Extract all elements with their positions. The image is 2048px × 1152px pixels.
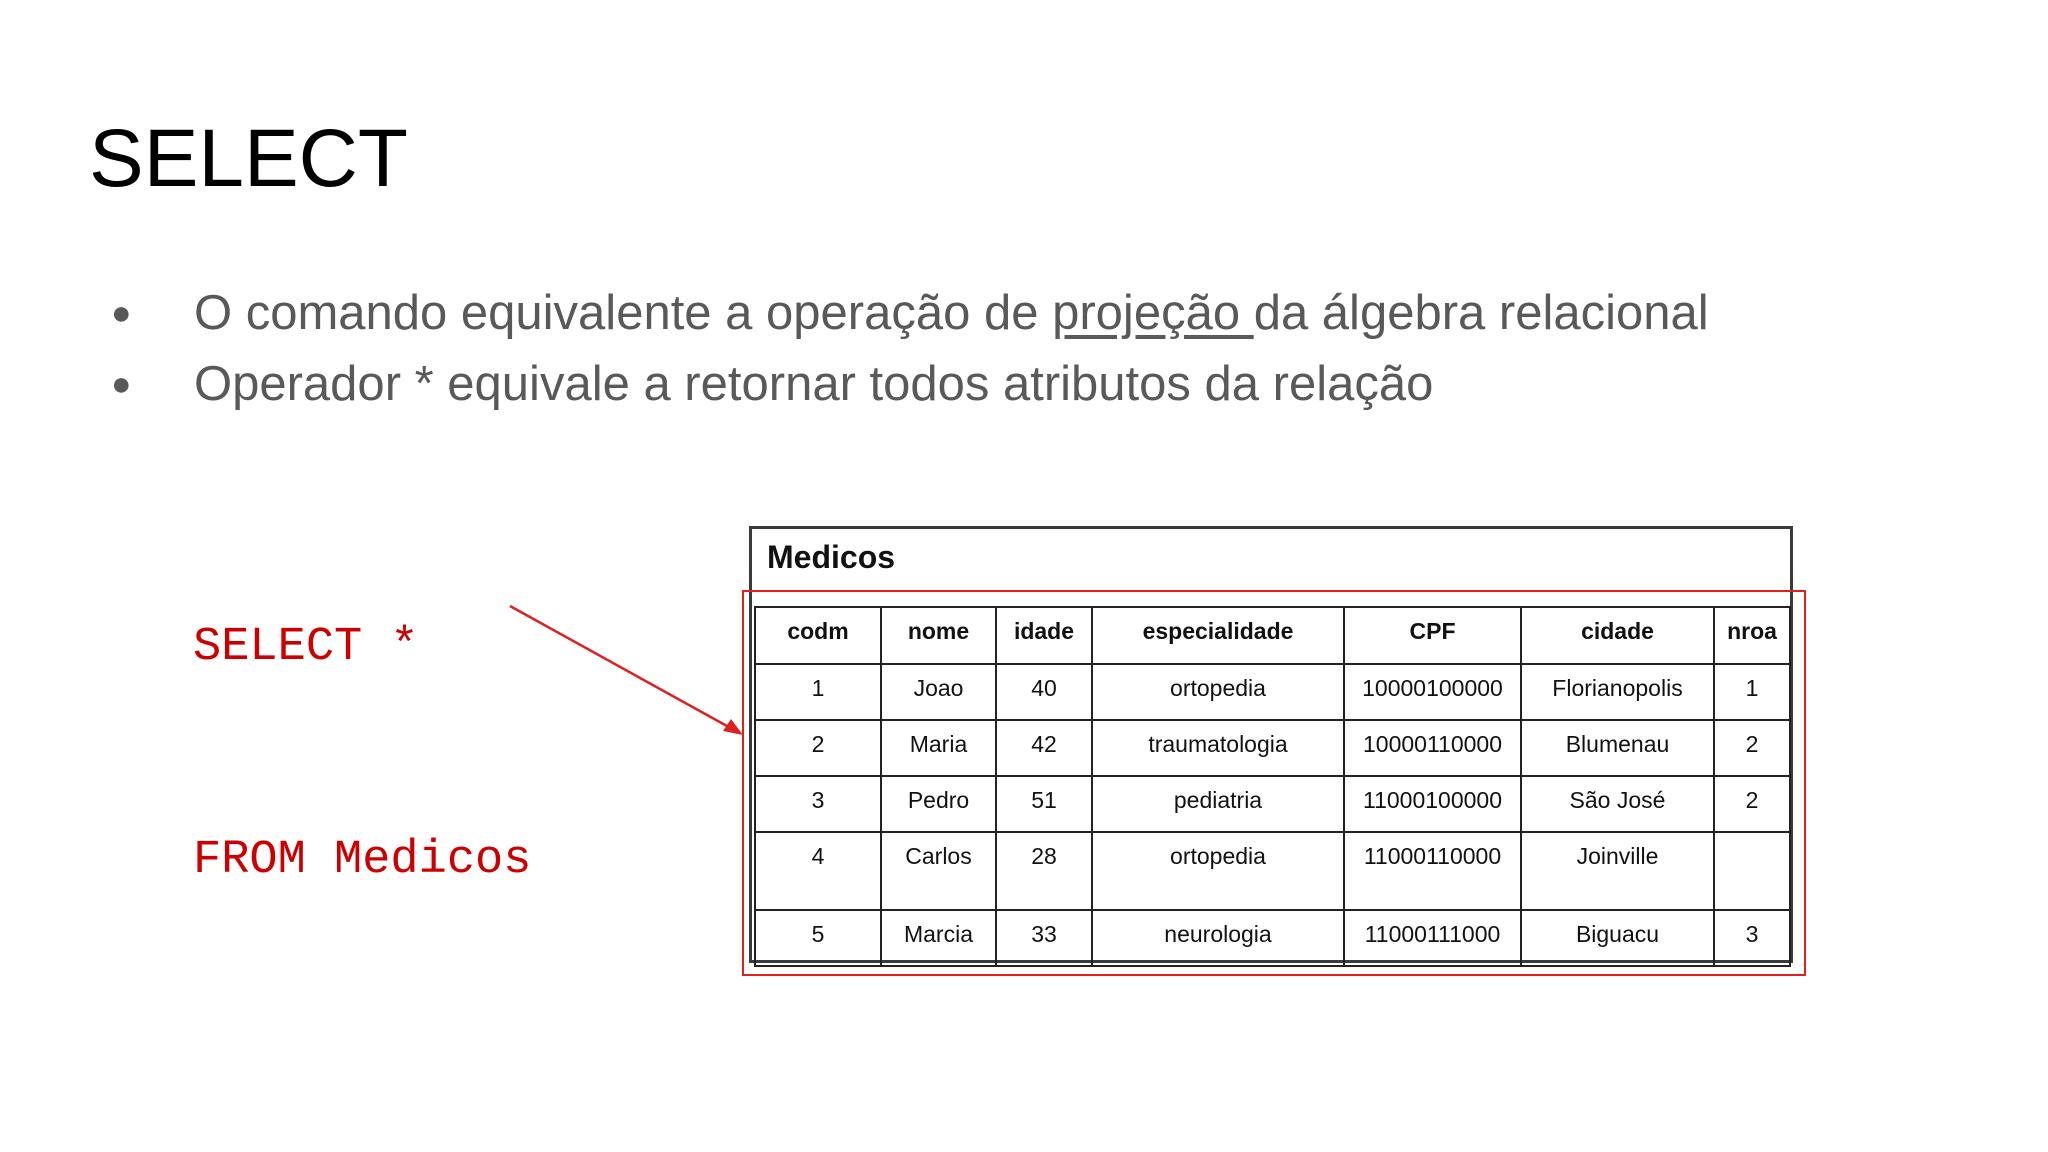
bullet-list bbox=[108, 278, 1709, 420]
table-cell: 2 bbox=[755, 720, 881, 776]
column-header-cpf: CPF bbox=[1344, 607, 1521, 664]
table-cell: 51 bbox=[996, 776, 1092, 832]
table-cell: 2 bbox=[1714, 776, 1790, 832]
table-cell: São José bbox=[1521, 776, 1714, 832]
table-row bbox=[755, 832, 1790, 910]
table-row bbox=[755, 720, 1790, 776]
table-cell: 10000110000 bbox=[1344, 720, 1521, 776]
table-cell: Florianopolis bbox=[1521, 664, 1714, 720]
table-cell: 2 bbox=[1714, 720, 1790, 776]
table-cell: Carlos bbox=[881, 832, 996, 910]
table-cell: ortopedia bbox=[1092, 664, 1344, 720]
sql-code-block bbox=[193, 470, 531, 1038]
table-row bbox=[755, 776, 1790, 832]
table-cell: Joinville bbox=[1521, 832, 1714, 910]
column-header-cidade: cidade bbox=[1521, 607, 1714, 664]
medicos-table bbox=[754, 606, 1791, 967]
table-cell: traumatologia bbox=[1092, 720, 1344, 776]
sql-line-select: SELECT * bbox=[193, 621, 419, 674]
table-row bbox=[755, 664, 1790, 720]
table-cell: 1 bbox=[1714, 664, 1790, 720]
table-cell: 5 bbox=[755, 910, 881, 966]
sql-line-from: FROM Medicos bbox=[193, 834, 532, 887]
bullet-text: O comando equivalente a operação de bbox=[194, 286, 1053, 340]
table-cell: 11000111000 bbox=[1344, 910, 1521, 966]
table-cell: 40 bbox=[996, 664, 1092, 720]
table-cell: Pedro bbox=[881, 776, 996, 832]
table-cell: 4 bbox=[755, 832, 881, 910]
table-cell: 3 bbox=[1714, 910, 1790, 966]
table-cell: 10000100000 bbox=[1344, 664, 1521, 720]
table-cell: Marcia bbox=[881, 910, 996, 966]
table-cell: 28 bbox=[996, 832, 1092, 910]
column-header-codm: codm bbox=[755, 607, 881, 664]
table-cell: Blumenau bbox=[1521, 720, 1714, 776]
table-cell: ortopedia bbox=[1092, 832, 1344, 910]
table-row bbox=[755, 910, 1790, 966]
bullet-item bbox=[108, 349, 1709, 420]
arrow-line bbox=[510, 606, 736, 731]
medicos-table-image bbox=[749, 526, 1793, 963]
table-cell: 42 bbox=[996, 720, 1092, 776]
table-cell: 1 bbox=[755, 664, 881, 720]
bullet-dot-icon: ● bbox=[111, 365, 132, 403]
bullet-underlined-text: projeção bbox=[1052, 286, 1254, 340]
column-header-nome: nome bbox=[881, 607, 996, 664]
bullet-text-end: da álgebra relacional bbox=[1253, 286, 1709, 340]
bullet-text: Operador * equivale a retornar todos atributos da relação bbox=[194, 357, 1434, 411]
table-cell: 11000100000 bbox=[1344, 776, 1521, 832]
table-cell: Maria bbox=[881, 720, 996, 776]
table-cell: 3 bbox=[755, 776, 881, 832]
bullet-item bbox=[108, 278, 1709, 349]
column-header-especialidade: especialidade bbox=[1092, 607, 1344, 664]
table-cell: 33 bbox=[996, 910, 1092, 966]
table-cell: pediatria bbox=[1092, 776, 1344, 832]
column-header-idade: idade bbox=[996, 607, 1092, 664]
table-header-row bbox=[755, 607, 1790, 664]
arrow-head bbox=[723, 719, 743, 735]
table-title: Medicos bbox=[767, 539, 896, 575]
table-cell: 11000110000 bbox=[1344, 832, 1521, 910]
table-cell bbox=[1714, 832, 1790, 910]
table-cell: Joao bbox=[881, 664, 996, 720]
column-header-nroa: nroa bbox=[1714, 607, 1790, 664]
bullet-dot-icon: ● bbox=[111, 294, 132, 332]
table-cell: Biguacu bbox=[1521, 910, 1714, 966]
table-cell: neurologia bbox=[1092, 910, 1344, 966]
slide-title: SELECT bbox=[89, 113, 408, 204]
